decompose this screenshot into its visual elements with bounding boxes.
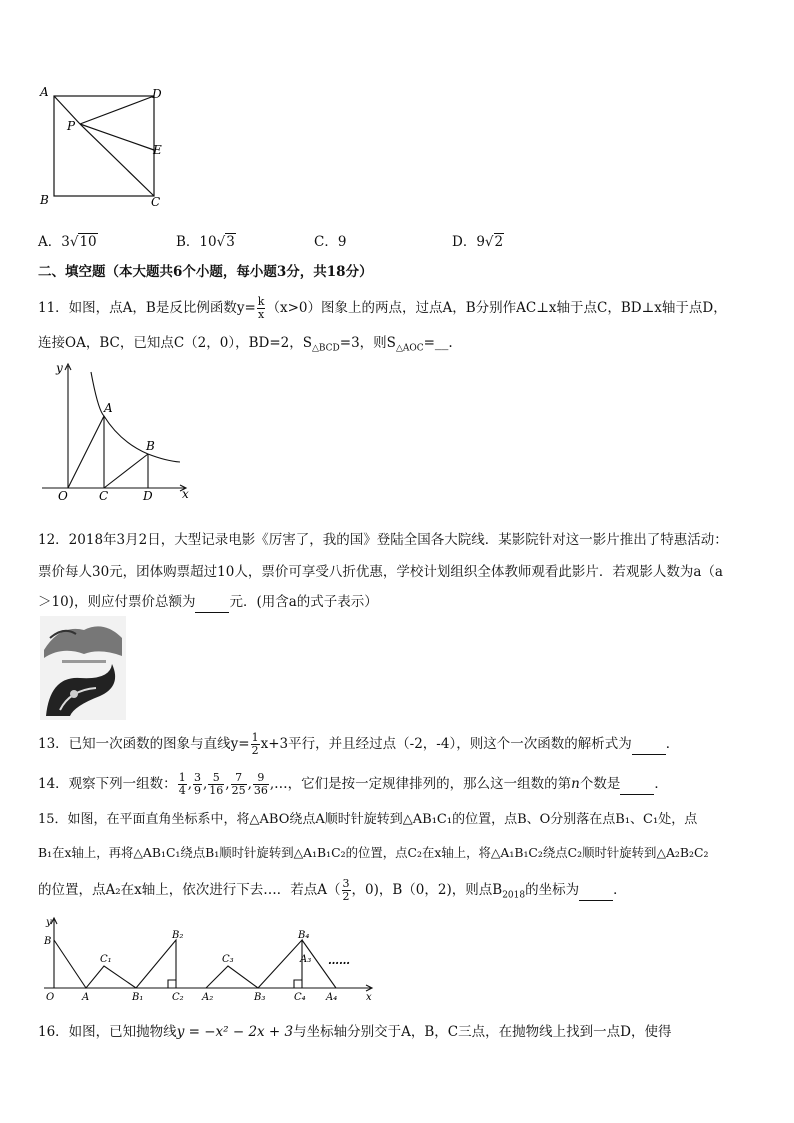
q16: 16．如图，已知抛物线y = −x² − 2x + 3与坐标轴分别交于A，B，C三点，在抛物线上找到一点D，使得 xyxy=(38,1024,672,1040)
label-c3: C₃ xyxy=(222,954,234,965)
continuation-dots: …… xyxy=(328,954,350,967)
label-a4: A₄ xyxy=(326,992,338,1003)
rotation-figure xyxy=(38,912,384,1004)
label-a2: A₂ xyxy=(202,992,214,1003)
label-d: D xyxy=(143,489,153,503)
label-a: A xyxy=(104,401,113,415)
q14: 14．观察下列一组数： $\frac{1}{4}$ , $\frac{3}{9}$ , $\frac{5}{16}$ , $\frac{7}{25}$ , $\frac{9}{36}$ ,…，它们是按一定规律排列的，那么这一组数的第n个数是 ． xyxy=(38,771,668,797)
label-y: y xyxy=(46,917,52,928)
q15-line2: B₁在x轴上，再将△AB₁C₁绕点B₁顺时针旋转到△A₁B₁C₂的位置，点C₂在x轴上，将△A₁B₁C₂绕点C₂顺时针旋转到△A₂B₂C₂ xyxy=(38,845,709,860)
label-o: O xyxy=(58,489,68,503)
label-d: D xyxy=(152,87,162,101)
label-b1: B₁ xyxy=(132,992,144,1003)
q11-line2: 连接OA，BC，已知点C（2，0），BD=2，$S_{\triangle BCD}=3$，则$S_{\triangle AOC}=\_\_$. xyxy=(38,335,453,354)
label-c1: C₁ xyxy=(100,954,112,965)
q15-line3: 的位置，点A₂在x轴上，依次进行下去…．若点A（ $\frac{3}{2}$ ，0)，B（0，2)，则点$B_{2018}$的坐标为 ． xyxy=(38,877,627,903)
label-c: C xyxy=(99,489,109,503)
q12-line2: 票价每人30元，团体购票超过10人，票价可享受八折优惠，学校计划组织全体教师观看此影片．若观影人数为a（a xyxy=(38,564,723,580)
label-e: E xyxy=(153,143,162,157)
movie-poster-image xyxy=(40,616,126,720)
label-x: x xyxy=(182,487,189,501)
option-d[interactable]: D．9√2 xyxy=(452,234,504,250)
label-b: B xyxy=(44,936,52,947)
hyperbola-figure xyxy=(36,358,196,503)
label-b4: B₄ xyxy=(298,930,310,941)
section-title: 二、填空题（本大题共6个小题，每小题3分，共18分） xyxy=(38,264,373,280)
label-c2: C₂ xyxy=(172,992,184,1003)
q12-line3: ＞10)，则应付票价总额为 元．(用含a的式子表示） xyxy=(38,592,768,613)
option-c[interactable]: C．9 xyxy=(314,234,347,250)
label-o: O xyxy=(46,992,55,1003)
label-a: A xyxy=(40,85,49,99)
label-y: y xyxy=(56,361,63,375)
label-c4: C₄ xyxy=(294,992,306,1003)
option-b[interactable]: B．10√3 xyxy=(176,234,235,250)
label-b: B xyxy=(146,439,155,453)
label-c: C xyxy=(151,195,161,209)
label-b3: B₃ xyxy=(254,992,266,1003)
q15-line1: 15．如图，在平面直角坐标系中，将△ABO绕点A顺时针旋转到△AB₁C₁的位置，点B、O分别落在点B₁、C₁处，点 xyxy=(38,812,698,827)
label-p: P xyxy=(67,119,76,133)
label-b2: B₂ xyxy=(172,930,184,941)
label-x: x xyxy=(366,992,372,1003)
q12-line1: 12．2018年3月2日，大型记录电影《厉害了，我的国》登陆全国各大院线．某影院针对这一影片推出了特惠活动： xyxy=(38,532,728,548)
q13: 13．已知一次函数的图象与直线y= $\frac{1}{2}$ x+3平行，并且经过点（-2，-4），则这个一次函数的解析式为 ． xyxy=(38,731,680,757)
square-figure xyxy=(36,84,176,209)
label-b: B xyxy=(40,193,49,207)
q11-line1: 11．如图，点A，B是反比例函数y= $\frac{k}{x}$ （x>0）图象上的两点，过点A，B分别作AC⊥x轴于点C，BD⊥x轴于点D， xyxy=(38,295,727,321)
label-a: A xyxy=(82,992,90,1003)
label-a3: A₃ xyxy=(300,954,312,965)
option-a[interactable]: A．3√10 xyxy=(38,234,97,250)
